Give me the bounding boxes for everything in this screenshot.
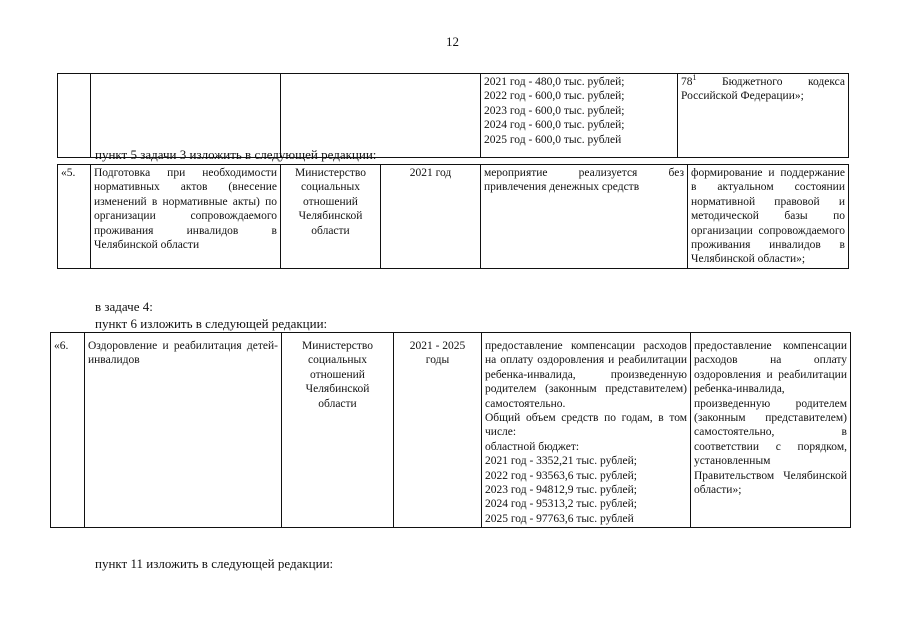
table-item-5 [57, 164, 849, 269]
basis-sup: 1 [692, 73, 697, 83]
basis-text: Бюджетного кодекса Российской Федерации»; [681, 76, 845, 103]
table-row [58, 165, 849, 269]
cell-result: предоставление компенсации расходов на оплату оздоровления и реабилитации ребенка-инвалида, произведенную родителем (законным представителем) самостоятельно, в соответствии с порядком, установленным Правительством Челябинской области»; [691, 333, 851, 528]
funding-line: 2025 год - 97763,6 тыс. рублей [485, 512, 634, 525]
cell-executor: Министерство социальных отношений Челябинской области [281, 165, 381, 269]
paragraph: пункт 5 задачи 3 изложить в следующей редакции: [95, 147, 377, 162]
cell-executor [281, 74, 481, 158]
cell-executor: Министерство социальных отношений Челябинской области [282, 333, 394, 528]
cell-name: Подготовка при необходимости нормативных актов (внесение изменений в нормативные акты) по организации сопровождаемого проживания инвалидов в Челябинской области [91, 165, 281, 269]
cell-period: 2021 - 2025 годы [394, 333, 482, 528]
funding-line: 2025 год - 600,0 тыс. рублей [484, 133, 622, 146]
cell-name: Оздоровление и реабилитация детей-инвалидов [85, 333, 282, 528]
cell-funding [481, 74, 678, 158]
basis-number: 78 [681, 76, 693, 88]
funding-line: 2021 год - 3352,21 тыс. рублей; [485, 455, 637, 468]
financing-total: Общий объем средств по годам, в том числе: [485, 412, 687, 439]
financing-text: предоставление компенсации расходов на оплату оздоровления и реабилитации ребенка-инвалида, произведенную родителем (законным представителем) самостоятельно. [485, 340, 687, 410]
paragraph: пункт 11 изложить в следующей редакции: [95, 556, 334, 571]
cell-num: «5. [58, 165, 91, 269]
cell-num [58, 74, 91, 158]
funding-line: 2021 год - 480,0 тыс. рублей; [484, 76, 625, 88]
table-item-6 [50, 332, 851, 528]
paragraph: в задаче 4: [95, 299, 153, 314]
paragraph: пункт 6 изложить в следующей редакции: [95, 316, 328, 331]
funding-line: 2024 год - 600,0 тыс. рублей; [484, 119, 625, 132]
table-continuation [57, 73, 849, 158]
cell-financing [482, 333, 691, 528]
cell-name [91, 74, 281, 158]
cell-result: формирование и поддержание в актуальном состоянии нормативной правовой и методической базы по организации сопровождаемого проживания инвалидов в Челябинской области»; [688, 165, 849, 269]
funding-line: 2023 год - 600,0 тыс. рублей; [484, 104, 625, 117]
table-row [51, 333, 851, 528]
funding-line: 2024 год - 95313,2 тыс. рублей; [485, 498, 637, 511]
cell-period: 2021 год [381, 165, 481, 269]
funding-line: 2022 год - 93563,6 тыс. рублей; [485, 469, 637, 482]
funding-line: 2023 год - 94812,9 тыс. рублей; [485, 484, 637, 497]
cell-num: «6. [51, 333, 85, 528]
financing-budget: областной бюджет: [485, 440, 580, 453]
cell-financing: мероприятие реализуется без привлечения денежных средств [481, 165, 688, 269]
page-number: 12 [446, 34, 459, 49]
table-row [58, 74, 849, 158]
funding-line: 2022 год - 600,0 тыс. рублей; [484, 90, 625, 103]
cell-basis [678, 74, 849, 158]
